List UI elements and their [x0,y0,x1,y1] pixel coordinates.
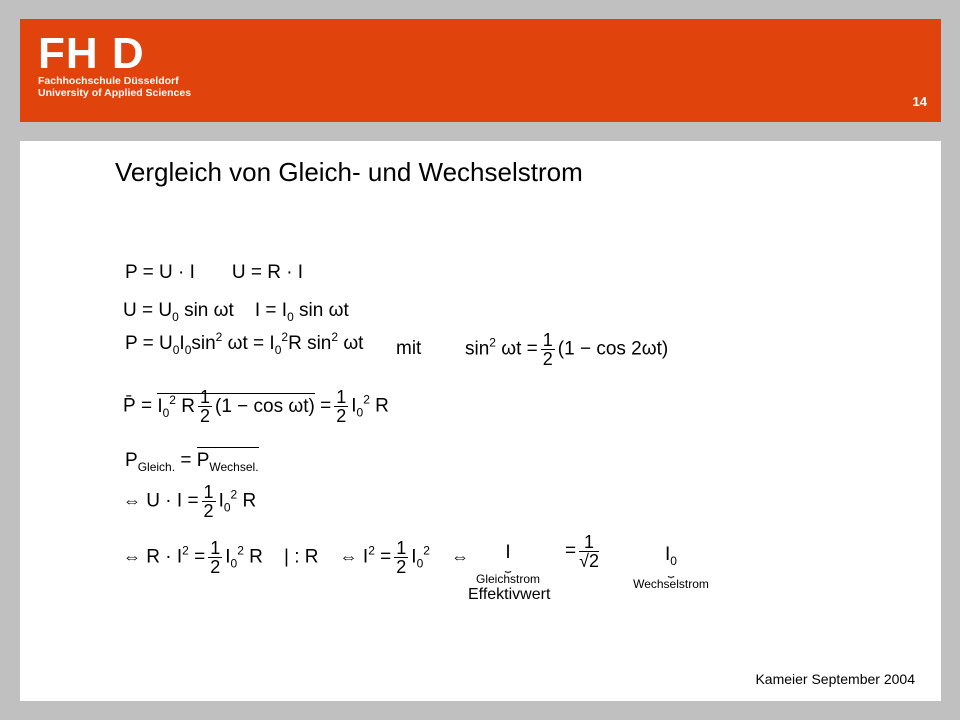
formula-instant-power: $P = U_0I_0\sin^2$ $\omega t = I_0^2R$ $\sin^2 \omega t$ [125,330,364,357]
formula-ri-equivalence: ⇔ $R \cdot I^2$ = $\frac{1}{2}$ $I_0^2$ R | : R ⇔ $I^2$ = $\frac{1}{2}$ $I_0^2$ ⇔ [123,538,470,577]
formula-sin-identity: $\sin^2 \omega t$ = $\frac{1}{2}$ (1 − cos 2ωt) [465,330,669,369]
underbrace-gleichstrom: ⏟ [504,561,512,573]
formula-power-equality: $P_{Gleich.} = P_{Wechsel.}$ [125,451,259,473]
mit-label: mit [396,338,422,359]
footer-credit: Kameier September 2004 [755,671,915,687]
page-number: 14 [912,94,927,109]
logo [38,29,192,99]
formula-power-resistance: P = U · I U = R · I [125,262,304,283]
formula-mean-power: P̄ = $I_0^2$ R $\frac{1}{2}$ (1 − cos ωt) = $\frac{1}{2}$ $I_0^2$ R [123,387,389,426]
gleichstrom-label: Gleichstrom [475,572,540,586]
formula-ui-equivalence: ⇔ U · I = $\frac{1}{2}$ $I_0^2$ R [123,482,257,521]
logo-line-1: Fachhochschule Düsseldorf [38,75,179,87]
wechselstrom-label: Wechselstrom [633,577,709,591]
formula-sinusoidal: $U = U_0$ sin ωt $I = I_0$ sin ωt [123,300,349,324]
logo-line-2: University of Applied Sciences [38,87,192,99]
slide-content [20,141,941,701]
rms-current-block: I ⏟ Gleichstrom Effektivwert [468,542,551,603]
header-bar [20,19,941,122]
logo-mark: FH D [38,29,145,78]
formula-rms-factor: = $\frac{1}{√2}$ [565,532,599,571]
underbrace-wechselstrom: ⏟ [667,566,675,578]
amplitude-current-block: $I_0$ ⏟ Wechselstrom [626,545,716,590]
effektivwert-label: Effektivwert [468,586,551,603]
slide-title: Vergleich von Gleich- und Wechselstrom [115,157,583,187]
